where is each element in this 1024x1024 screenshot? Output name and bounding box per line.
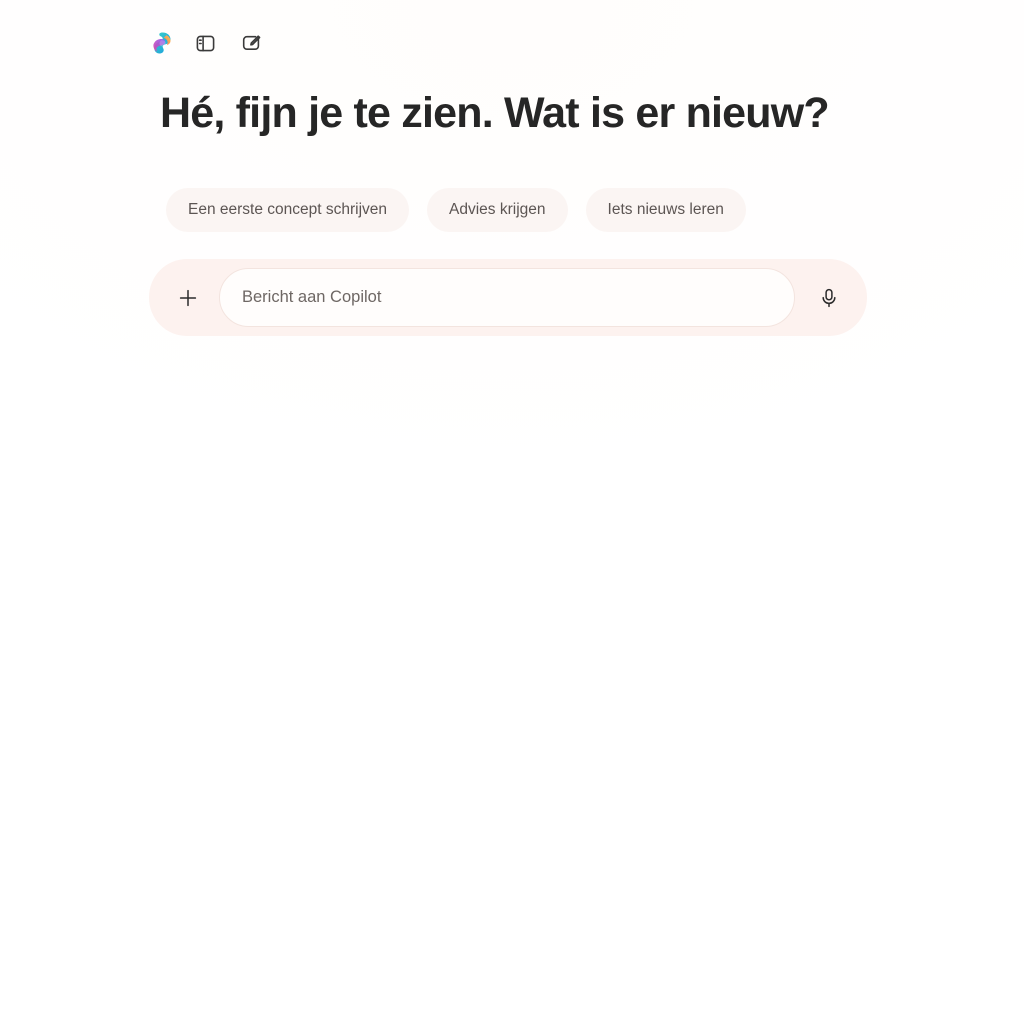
suggestion-chip-label: Een eerste concept schrijven	[188, 201, 388, 218]
suggestion-chip-write-draft[interactable]	[166, 188, 409, 232]
new-chat-button[interactable]	[235, 27, 267, 59]
suggestion-chip-label: Advies krijgen	[449, 201, 546, 218]
toggle-sidebar-button[interactable]	[189, 27, 221, 59]
message-input-wrapper[interactable]	[219, 268, 795, 327]
page-title: Hé, fijn je te zien. Wat is er nieuw?	[160, 89, 829, 137]
suggestion-chip-get-advice[interactable]	[427, 188, 568, 232]
suggestion-chip-learn-something[interactable]	[586, 188, 746, 232]
message-composer	[149, 259, 867, 336]
message-input[interactable]	[242, 269, 772, 326]
microphone-button[interactable]	[805, 274, 853, 322]
top-toolbar	[150, 26, 267, 60]
suggestion-chip-label: Iets nieuws leren	[607, 201, 724, 218]
suggestion-chips	[166, 188, 746, 232]
add-attachment-button[interactable]	[165, 275, 211, 321]
copilot-logo	[150, 31, 175, 56]
